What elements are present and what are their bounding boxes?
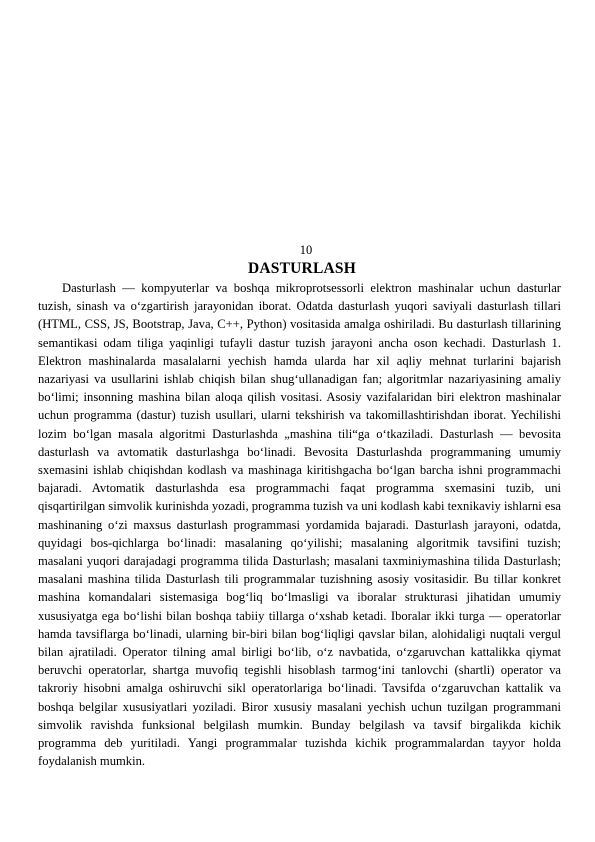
- body-paragraph: Dasturlash — kompyuterlar va boshqa mikroprotsessorli elektron mashinalar uchun dasturlar tuzish, sinash va o‘zgartirish jarayonidan iborat. Odatda dasturlash yuqori saviyali dasturlash tillari (HTML, CSS, JS, Bootstrap, Java, C++, Python) vositasida amalga oshiriladi. Bu dasturlash tillarining semantikasi odam tiliga yaqinligi tufayli dastur tuzish jarayoni ancha oson kechadi. Dasturlash 1. Elektron mashinalarda masalalarni yechish hamda ularda har xil aqliy mehnat turlarini bajarish nazariyasi va usullarini ishlab chiqish bilan shug‘ullanadigan fan; algoritmlar nazariyasining amaliy bo‘limi; insonning mashina bilan aloqa qilish vositasi. Asosiy vazifalaridan biri elektron mashinalar uchun programma (dastur) tuzish usullari, ularni tekshirish va takomillashtirishdan iborat. Yechilishi lozim bo‘lgan masala algoritmi Dasturlashda „mashina tili“ga o‘tkaziladi. Dasturlash — bevosita dasturlash va avtomatik dasturlashga bo‘linadi. Bevosita Dasturlashda programmaning umumiy sxemasini ishlab chiqishdan kodlash va mashinaga kiritishgacha bo‘lgan barcha ishni programmachi bajaradi. Avtomatik dasturlashda esa programmachi faqat programma sxemasini tuzib, uni qisqartirilgan simvolik kurinishda yozadi, programma tuzish va uni kodlash kabi texnikaviy ishlarni esa mashinaning o‘zi maxsus dasturlash programmasi yordamida bajaradi. Dasturlash jarayoni, odatda, quyidagi bos-qichlarga bo‘linadi: masalaning qo‘yilishi; masalaning algoritmik tavsifini tuzish; masalani yuqori darajadagi programma tilida Dasturlash; masalani taxminiymashina tilida Dasturlash; masalani mashina tilida Dasturlash tili programmalar tuzishning asosiy vositasidir. Bu tillar konkret mashina komandalari sistemasiga bog‘liq bo‘lmasligi va iboralar strukturasi jihatidan umumiy xususiyatga ega bo‘lishi bilan boshqa tabiiy tillarga o‘xshab ketadi. Iboralar ikki turga — operatorlar hamda tavsiflarga bo‘linadi, ularning bir-biri bilan bog‘liqligi qavslar bilan, alohidaligi nuqtali vergul bilan ajratiladi. Operator tilning amal birligi bo‘lib, o‘z navbatida, o‘zgaruvchan kattalikka qiymat beruvchi operatorlar, shartga muvofiq tegishli hisoblash tarmog‘ini tanlovchi (shartli) operator va takroriy hisobni amalga oshiruvchi sikl operatorlariga bo‘linadi. Tavsifda o‘zgaruvchan kattalik va boshqa belgilar xususiyatlari yoziladi. Biror xususiy masalani yechish uchun tuzilgan programmani simvolik ravishda funksional belgilash mumkin. Bunday belgilash va tavsif birgalikda kichik programma deb yuritiladi. Yangi programmalar tuzishda kichik programmalardan tayyor holda foydalanish mumkin.: [38, 281, 561, 769]
- section-heading: DASTURLASH: [248, 260, 356, 277]
- page-number: 10: [299, 243, 313, 257]
